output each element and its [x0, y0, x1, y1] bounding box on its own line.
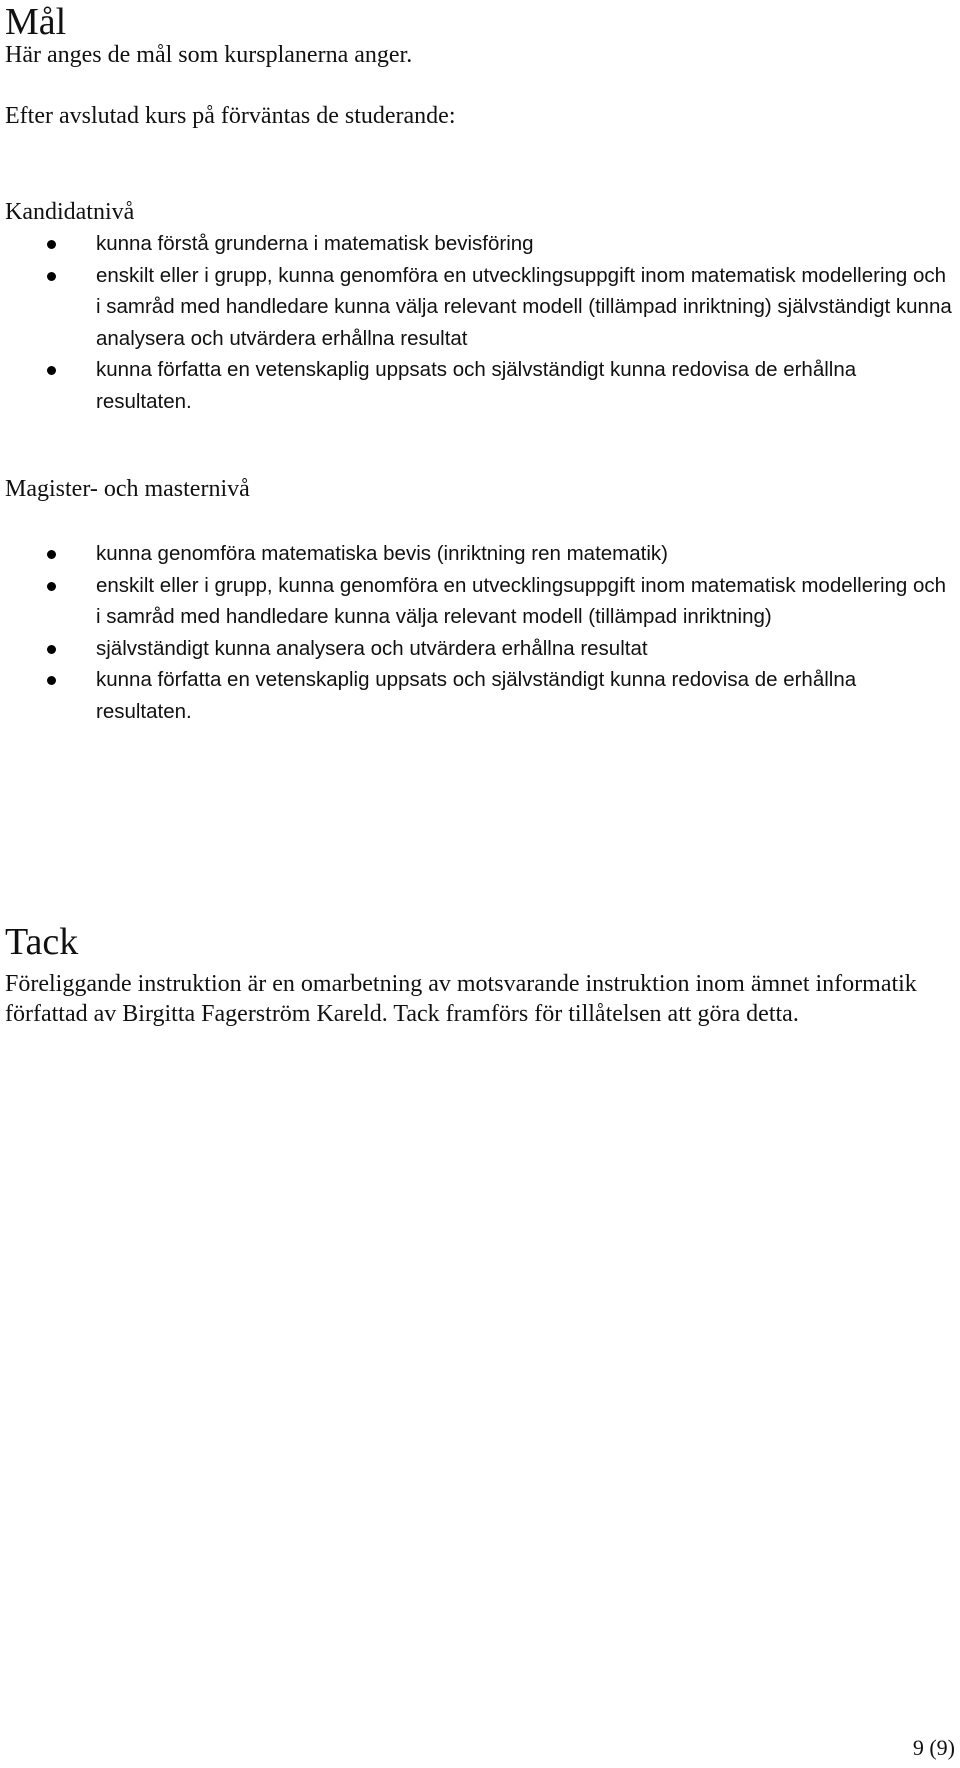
list-item	[0, 354, 956, 417]
list-item	[0, 228, 956, 260]
list-item	[0, 633, 956, 665]
bullet-icon	[47, 582, 56, 591]
list-item-text: kunna genomföra matematiska bevis (inriktning ren matematik)	[96, 542, 668, 565]
heading-mal: Mål	[5, 1, 67, 43]
page-number: 9 (9)	[912, 1735, 955, 1760]
list-item	[0, 664, 956, 727]
heading-tack: Tack	[5, 921, 79, 963]
subheading-kandidat: Kandidatnivå	[5, 199, 135, 225]
subheading-magister: Magister- och masternivå	[5, 476, 250, 502]
list-item-text: kunna förstå grunderna i matematisk bevisföring	[96, 232, 534, 255]
bullet-icon	[47, 645, 56, 654]
bullet-icon	[47, 240, 56, 249]
list-item-text: självständigt kunna analysera och utvärdera erhållna resultat	[96, 636, 648, 660]
list-item	[0, 538, 956, 570]
list-item-text: kunna författa en vetenskaplig uppsats och självständigt kunna redovisa de erhållna resultaten.	[96, 358, 857, 413]
lead-text: Efter avslutad kurs på förväntas de studerande:	[5, 103, 456, 129]
bullet-icon	[47, 550, 56, 559]
list-item-text: enskilt eller i grupp, kunna genomföra en utvecklingsuppgift inom matematisk modellering och i samråd med handledare kunna välja relevant modell (tillämpad inriktning) självständigt kunna analysera och utvärdera erhållna resultat	[96, 263, 952, 350]
tack-text: Föreliggande instruktion är en omarbetning av motsvarande instruktion inom ämnet informatik författad av Birgitta Fagerström Kareld. Tack framförs för tillåtelsen att göra detta.	[5, 971, 917, 1027]
kandidat-list	[0, 228, 956, 417]
list-item-text: kunna författa en vetenskaplig uppsats och självständigt kunna redovisa de erhållna resultaten.	[96, 668, 857, 723]
bullet-icon	[47, 272, 56, 281]
list-item	[0, 570, 956, 633]
list-item-text: enskilt eller i grupp, kunna genomföra en utvecklingsuppgift inom matematisk modellering och i samråd med handledare kunna välja relevant modell (tillämpad inriktning)	[96, 573, 947, 628]
magister-list	[0, 538, 956, 727]
bullet-icon	[47, 366, 56, 375]
intro-text: Här anges de mål som kursplanerna anger.	[5, 42, 413, 68]
bullet-icon	[47, 676, 56, 685]
list-item	[0, 260, 956, 355]
